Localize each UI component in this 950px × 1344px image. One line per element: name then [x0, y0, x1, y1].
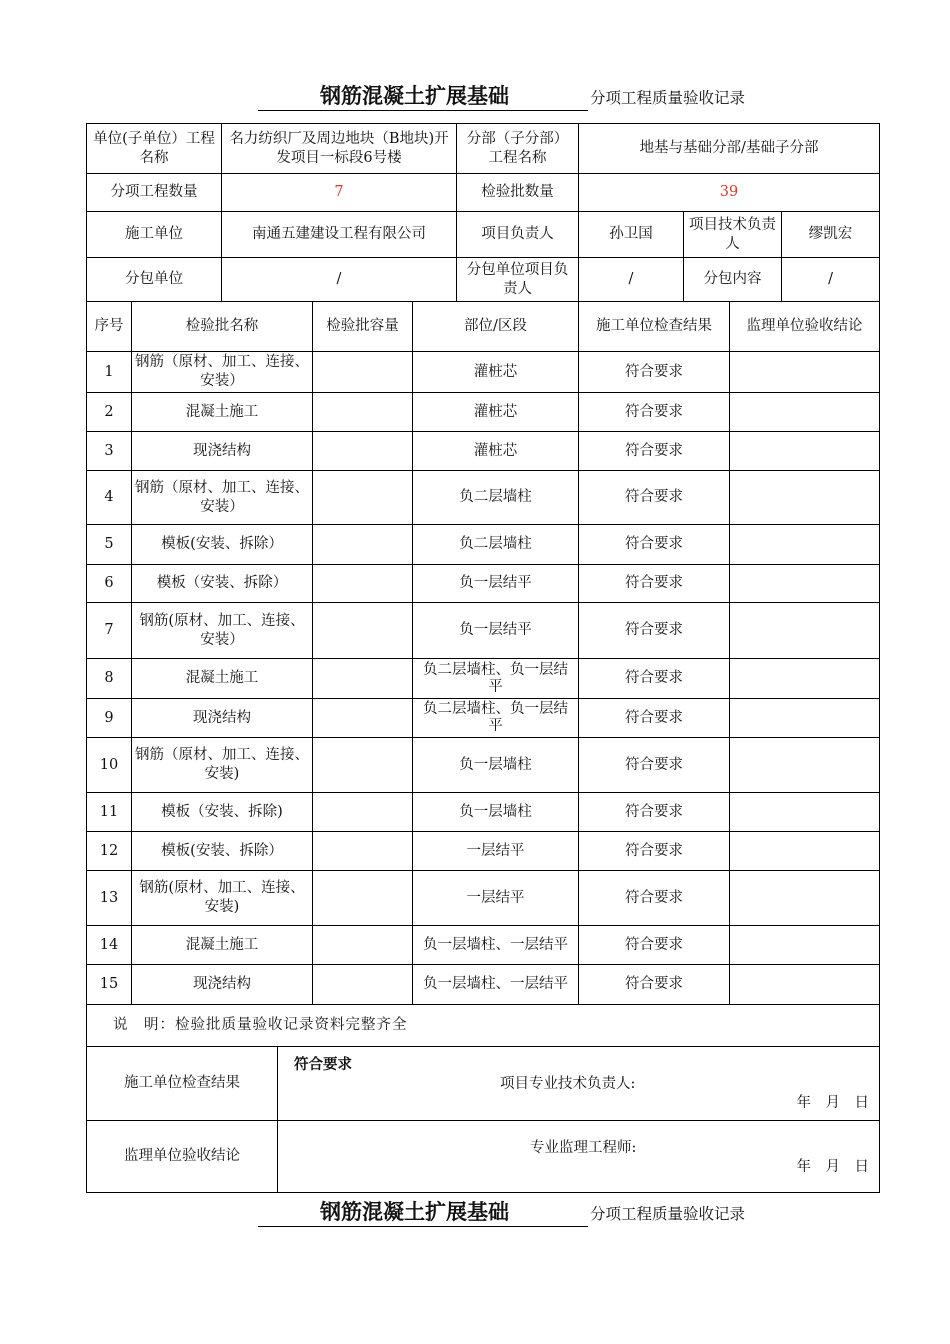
- cell-capacity: [313, 738, 413, 793]
- contractor-label: 施工单位: [87, 212, 222, 258]
- cell-capacity: [313, 352, 413, 393]
- col-accept: 监理单位验收结论: [730, 302, 880, 352]
- title-main: 钢筋混凝土扩展基础: [320, 1200, 509, 1224]
- cell-check: 符合要求: [579, 738, 730, 793]
- contractor-result-cell: [278, 1047, 880, 1121]
- cell-capacity: [313, 871, 413, 926]
- pm-value: 孙卫国: [579, 212, 684, 258]
- batch-table: [86, 301, 880, 1005]
- cell-location: 负一层墙柱: [413, 793, 579, 832]
- cell-capacity: [313, 432, 413, 471]
- pm-label: 项目负责人: [457, 212, 579, 258]
- cell-check: 符合要求: [579, 965, 730, 1005]
- cell-no: 7: [87, 603, 132, 659]
- contractor-result-label: 施工单位检查结果: [87, 1047, 278, 1121]
- cell-no: 12: [87, 832, 132, 871]
- unit-value: 名力纺织厂及周边地块（B地块)开发项目一标段6号楼: [222, 124, 457, 174]
- col-location: 部位/区段: [413, 302, 579, 352]
- supervisor-date: 年 月 日: [796, 1159, 869, 1175]
- cell-check: 符合要求: [579, 525, 730, 565]
- column-header-row: [87, 302, 880, 352]
- cell-name: 现浇结构: [132, 432, 313, 471]
- dept-label: 分部（子分部）工程名称: [457, 124, 579, 174]
- title-sub: 分项工程质量验收记录: [590, 89, 746, 107]
- sub-label: 分包单位: [87, 258, 222, 302]
- cell-no: 9: [87, 699, 132, 738]
- col-name: 检验批名称: [132, 302, 313, 352]
- page-title-repeat: [0, 1196, 950, 1228]
- cell-accept: [730, 832, 880, 871]
- cell-name: 混凝土施工: [132, 926, 313, 965]
- cell-location: 负二层墙柱、负一层结平: [413, 699, 579, 738]
- cell-location: 负二层墙柱: [413, 525, 579, 565]
- cell-location: 负一层墙柱、一层结平: [413, 965, 579, 1005]
- cell-name: 模板（安装、拆除): [132, 793, 313, 832]
- cell-accept: [730, 699, 880, 738]
- table-row: [87, 699, 880, 738]
- cell-capacity: [313, 659, 413, 699]
- table-row: [87, 432, 880, 471]
- sub-content-label: 分包内容: [684, 258, 782, 302]
- col-capacity: 检验批容量: [313, 302, 413, 352]
- supervisor-label: 监理单位验收结论: [87, 1121, 278, 1193]
- cell-no: 14: [87, 926, 132, 965]
- col-check: 施工单位检查结果: [579, 302, 730, 352]
- table-row: [87, 926, 880, 965]
- cell-name: 现浇结构: [132, 965, 313, 1005]
- title-sub: 分项工程质量验收记录: [590, 1205, 746, 1223]
- cell-location: 一层结平: [413, 832, 579, 871]
- cell-check: 符合要求: [579, 659, 730, 699]
- record-sheet: [86, 123, 879, 1191]
- cell-no: 5: [87, 525, 132, 565]
- sub-pm-value: /: [579, 258, 684, 302]
- table-row: [87, 832, 880, 871]
- table-row: [87, 525, 880, 565]
- cell-no: 11: [87, 793, 132, 832]
- contractor-date: 年 月 日: [796, 1095, 869, 1111]
- table-row: [87, 793, 880, 832]
- cell-accept: [730, 659, 880, 699]
- contractor-signer-label: 项目专业技术负责人:: [500, 1076, 636, 1092]
- cell-name: 模板（安装、拆除）: [132, 565, 313, 603]
- title-main: 钢筋混凝土扩展基础: [320, 84, 509, 108]
- cell-check: 符合要求: [579, 432, 730, 471]
- cell-capacity: [313, 565, 413, 603]
- sub-content-value: /: [782, 258, 880, 302]
- cell-name: 模板(安装、拆除）: [132, 525, 313, 565]
- unit-label: 单位(子单位）工程名称: [87, 124, 222, 174]
- cell-name: 混凝土施工: [132, 393, 313, 432]
- cell-name: 钢筋(原材、加工、连接、安装): [132, 871, 313, 926]
- cell-location: 灌桩芯: [413, 393, 579, 432]
- cell-location: 负一层结平: [413, 603, 579, 659]
- batch-count-value: 39: [579, 174, 880, 212]
- table-row: [87, 965, 880, 1005]
- cell-name: 混凝土施工: [132, 659, 313, 699]
- cell-capacity: [313, 926, 413, 965]
- cell-no: 10: [87, 738, 132, 793]
- cell-location: 灌桩芯: [413, 432, 579, 471]
- contractor-result-value: 符合要求: [294, 1056, 352, 1073]
- cell-check: 符合要求: [579, 603, 730, 659]
- header-table: [86, 123, 880, 302]
- cell-check: 符合要求: [579, 565, 730, 603]
- cell-accept: [730, 965, 880, 1005]
- cell-location: 负二层墙柱: [413, 471, 579, 525]
- cell-location: 负一层墙柱: [413, 738, 579, 793]
- table-row: [87, 393, 880, 432]
- cell-capacity: [313, 832, 413, 871]
- footer-table: [86, 1004, 880, 1193]
- cell-name: 钢筋(原材、加工、连接、安装）: [132, 603, 313, 659]
- cell-name: 钢筋（原材、加工、连接、安装）: [132, 471, 313, 525]
- table-row: [87, 565, 880, 603]
- tech-label: 项目技术负责人: [684, 212, 782, 258]
- cell-check: 符合要求: [579, 926, 730, 965]
- cell-name: 钢筋（原材、加工、连接、安装）: [132, 352, 313, 393]
- cell-check: 符合要求: [579, 832, 730, 871]
- cell-check: 符合要求: [579, 699, 730, 738]
- cell-accept: [730, 432, 880, 471]
- table-row: [87, 471, 880, 525]
- sub-value: /: [222, 258, 457, 302]
- cell-accept: [730, 393, 880, 432]
- col-no: 序号: [87, 302, 132, 352]
- table-row: [87, 871, 880, 926]
- cell-capacity: [313, 603, 413, 659]
- cell-capacity: [313, 965, 413, 1005]
- cell-capacity: [313, 525, 413, 565]
- item-count-value: 7: [222, 174, 457, 212]
- batch-count-label: 检验批数量: [457, 174, 579, 212]
- cell-location: 一层结平: [413, 871, 579, 926]
- note-text: 说 明：检验批质量验收记录资料完整齐全: [87, 1005, 880, 1047]
- cell-no: 8: [87, 659, 132, 699]
- cell-capacity: [313, 793, 413, 832]
- cell-capacity: [313, 471, 413, 525]
- cell-location: 负一层墙柱、一层结平: [413, 926, 579, 965]
- contractor-value: 南通五建建设工程有限公司: [222, 212, 457, 258]
- cell-location: 负二层墙柱、负一层结平: [413, 659, 579, 699]
- cell-name: 模板(安装、拆除）: [132, 832, 313, 871]
- page-title: [0, 80, 950, 112]
- tech-value: 缪凯宏: [782, 212, 880, 258]
- cell-no: 15: [87, 965, 132, 1005]
- cell-accept: [730, 565, 880, 603]
- cell-capacity: [313, 699, 413, 738]
- cell-name: 钢筋（原材、加工、连接、安装): [132, 738, 313, 793]
- cell-no: 1: [87, 352, 132, 393]
- cell-no: 2: [87, 393, 132, 432]
- table-row: [87, 603, 880, 659]
- cell-location: 灌桩芯: [413, 352, 579, 393]
- item-count-label: 分项工程数量: [87, 174, 222, 212]
- batch-rows: [87, 352, 880, 1005]
- cell-no: 13: [87, 871, 132, 926]
- cell-location: 负一层结平: [413, 565, 579, 603]
- table-row: [87, 659, 880, 699]
- cell-accept: [730, 926, 880, 965]
- cell-name: 现浇结构: [132, 699, 313, 738]
- cell-no: 3: [87, 432, 132, 471]
- table-row: [87, 738, 880, 793]
- cell-accept: [730, 471, 880, 525]
- cell-no: 4: [87, 471, 132, 525]
- dept-value: 地基与基础分部/基础子分部: [579, 124, 880, 174]
- cell-check: 符合要求: [579, 793, 730, 832]
- cell-check: 符合要求: [579, 871, 730, 926]
- cell-accept: [730, 603, 880, 659]
- cell-check: 符合要求: [579, 352, 730, 393]
- cell-capacity: [313, 393, 413, 432]
- cell-no: 6: [87, 565, 132, 603]
- cell-accept: [730, 525, 880, 565]
- supervisor-signer-label: 专业监理工程师:: [530, 1140, 637, 1156]
- cell-accept: [730, 352, 880, 393]
- supervisor-cell: [278, 1121, 880, 1193]
- cell-check: 符合要求: [579, 471, 730, 525]
- table-row: [87, 352, 880, 393]
- cell-accept: [730, 738, 880, 793]
- cell-accept: [730, 871, 880, 926]
- cell-accept: [730, 793, 880, 832]
- cell-check: 符合要求: [579, 393, 730, 432]
- sub-pm-label: 分包单位项目负责人: [457, 258, 579, 302]
